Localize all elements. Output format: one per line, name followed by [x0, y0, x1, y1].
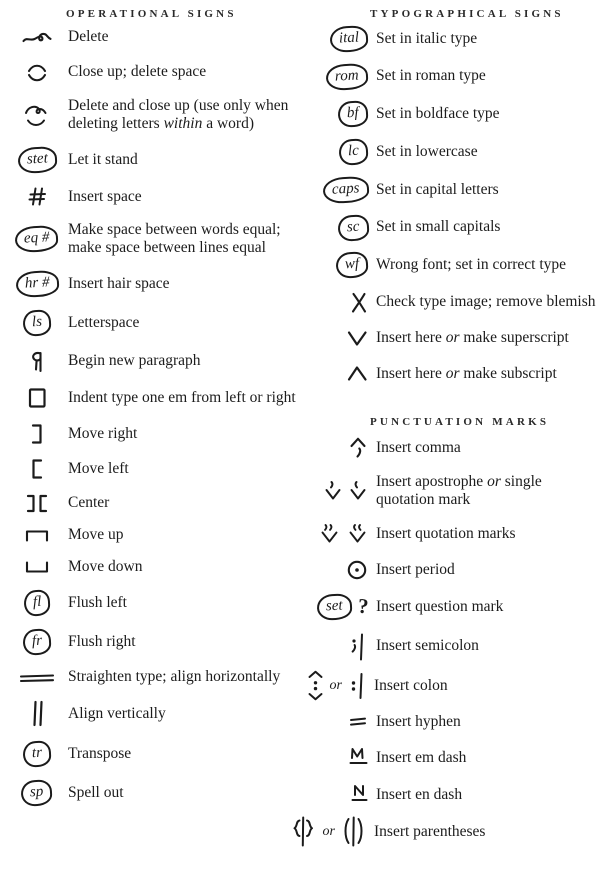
mark-row	[12, 221, 304, 258]
mark-label: Move right	[68, 424, 138, 442]
mark-row	[304, 632, 600, 662]
move-down-bracket-icon	[12, 561, 62, 574]
move-up-bracket-icon	[24, 529, 50, 542]
lc-circled-icon: lc	[339, 138, 369, 165]
insert-space-hash-icon	[27, 186, 47, 207]
sc-circled-icon: sc	[337, 214, 369, 241]
mark-label: Insert quotation marks	[376, 524, 516, 542]
comma-caret-icon	[348, 436, 368, 461]
em-dash-mark-icon	[349, 746, 368, 771]
marks-list	[304, 26, 600, 386]
mark-row	[304, 783, 600, 808]
mark-row	[304, 820, 600, 844]
colon-carets-icon	[307, 670, 324, 701]
mark-label: Set in lowercase	[376, 142, 478, 160]
mark-row	[12, 494, 304, 513]
mark-row	[12, 458, 304, 480]
mark-label: Insert here or make superscript	[376, 328, 569, 346]
delete-close-up-mark-icon	[12, 103, 62, 128]
delete-mark-icon	[22, 26, 52, 48]
mark-label: Insert hair space	[68, 274, 170, 292]
mark-label: Indent type one em from left or right	[68, 389, 296, 407]
caps-circled-icon	[304, 177, 370, 203]
indent-square-icon	[12, 387, 62, 409]
mark-label: Close up; delete space	[68, 63, 207, 81]
x-mark-icon	[350, 291, 368, 314]
ls-circled-icon	[12, 310, 62, 336]
mark-row	[304, 436, 600, 461]
mark-label: Move down	[68, 558, 143, 576]
mark-row	[304, 64, 600, 90]
mark-row	[304, 101, 600, 127]
semicolon-bar-icon	[348, 632, 368, 662]
tr-circled-icon	[12, 741, 62, 767]
mark-row	[304, 252, 600, 278]
superscript-caret-icon	[346, 330, 368, 347]
mark-row	[12, 271, 304, 297]
fr-circled-icon	[12, 629, 62, 655]
move-left-bracket-icon	[12, 458, 62, 480]
brace-bar-icon	[228, 815, 368, 848]
mark-label: Flush left	[68, 593, 127, 611]
mark-row	[304, 674, 600, 698]
mark-label: Set in italic type	[376, 29, 478, 47]
mark-label: Set in roman type	[376, 67, 486, 85]
new-paragraph-mark-icon	[28, 350, 46, 374]
mark-row	[12, 700, 304, 727]
tr-circled-icon: tr	[22, 740, 51, 767]
hr--circled-icon	[12, 271, 62, 297]
mark-row	[12, 558, 304, 576]
delete-mark-icon	[12, 26, 62, 48]
mark-label: Straighten type; align horizontally	[68, 668, 281, 686]
mark-row	[304, 558, 600, 582]
mark-row	[304, 362, 600, 386]
comma-caret-icon	[304, 436, 370, 461]
mark-label: Insert here or make subscript	[376, 364, 557, 382]
mark-row	[304, 746, 600, 771]
mark-label: Insert en dash	[376, 786, 463, 804]
mark-label: Center	[68, 494, 110, 512]
mark-label: Set in capital letters	[376, 180, 499, 198]
eq--circled-icon: eq #	[15, 225, 60, 253]
mark-label: Spell out	[68, 783, 124, 801]
rom-circled-icon: rom	[326, 63, 369, 91]
sp-circled-icon	[12, 780, 62, 806]
mark-label: Insert hyphen	[376, 712, 461, 730]
mark-row	[304, 594, 600, 620]
mark-row	[12, 741, 304, 767]
quotation-carets-icon	[304, 523, 370, 545]
mark-label: Begin new paragraph	[68, 352, 201, 370]
semicolon-bar-icon	[304, 632, 370, 662]
mark-row	[304, 290, 600, 314]
set-circled-icon: set	[316, 593, 352, 621]
mark-row	[304, 473, 600, 510]
period-circle-icon	[346, 559, 368, 581]
colon-carets-icon	[228, 670, 368, 701]
mark-label: Check type image; remove blemish	[376, 292, 596, 310]
mark-row	[12, 629, 304, 655]
mark-label: Make space between words equal; make space between lines equal	[68, 220, 281, 257]
mark-row	[304, 326, 600, 350]
colon-bar-icon	[348, 671, 366, 701]
hyphen-mark-icon	[348, 715, 368, 728]
close-up-mark-icon	[12, 62, 62, 84]
mark-row	[12, 97, 304, 134]
mark-label: Wrong font; set in correct type	[376, 256, 567, 274]
align-horizontal-lines-icon	[12, 672, 62, 684]
mark-label: Insert space	[68, 187, 142, 205]
mark-label: Insert comma	[376, 439, 461, 457]
mark-row	[12, 186, 304, 207]
mark-label: Insert question mark	[376, 597, 504, 615]
delete-close-up-mark-icon	[24, 103, 50, 128]
eq--circled-icon	[12, 226, 62, 252]
mark-row	[12, 590, 304, 616]
mark-row	[304, 215, 600, 241]
mark-row	[12, 526, 304, 544]
mark-label: Insert em dash	[376, 749, 467, 767]
superscript-caret-icon	[304, 330, 370, 347]
mark-row	[304, 26, 600, 52]
sp-circled-icon: sp	[21, 779, 54, 806]
question-mark-glyph: ?	[356, 593, 369, 619]
stet-circled-icon: stet	[17, 146, 57, 174]
center-brackets-icon	[25, 494, 49, 513]
mark-row	[12, 780, 304, 806]
indent-square-icon	[27, 387, 47, 409]
section-header-punctuation-marks: PUNCTUATION MARKS	[370, 416, 550, 428]
close-up-mark-icon	[26, 62, 48, 84]
mark-label: Let it stand	[68, 150, 138, 168]
caps-circled-icon: caps	[322, 176, 369, 204]
subscript-caret-icon	[304, 365, 370, 382]
brace-bar-icon	[290, 815, 317, 848]
or-text: or	[322, 823, 335, 839]
ls-circled-icon: ls	[22, 310, 51, 337]
mark-label: Insert parentheses	[374, 822, 486, 840]
move-right-bracket-icon	[30, 423, 44, 445]
mark-label: Set in boldface type	[376, 105, 500, 123]
paren-bar-icon	[341, 815, 366, 848]
ital-circled-icon	[304, 26, 370, 52]
fr-circled-icon: fr	[22, 628, 51, 655]
mark-row	[12, 147, 304, 173]
typographical-punctuation-column	[304, 0, 600, 877]
stet-circled-icon	[12, 147, 62, 173]
mark-row	[12, 62, 304, 84]
en-dash-mark-icon	[351, 783, 368, 808]
wf-circled-icon: wf	[335, 251, 368, 278]
apostrophe-carets-icon	[324, 480, 368, 502]
quotation-carets-icon	[320, 523, 368, 545]
mark-label: Insert apostrophe or single quotation mark	[376, 473, 542, 509]
em-dash-mark-icon	[304, 746, 370, 771]
period-circle-icon	[304, 559, 370, 581]
mark-row	[304, 710, 600, 734]
mark-label: Letterspace	[68, 314, 140, 332]
bf-circled-icon	[304, 101, 370, 127]
section-header-operational-signs: OPERATIONAL SIGNS	[66, 8, 237, 20]
center-brackets-icon	[12, 494, 62, 513]
mark-label: Insert colon	[374, 676, 448, 694]
mark-row	[304, 177, 600, 203]
set-circled-icon	[304, 594, 370, 620]
sc-circled-icon	[304, 215, 370, 241]
mark-label: Delete	[68, 27, 109, 45]
align-horizontal-lines-icon	[19, 672, 55, 684]
marks-list	[304, 436, 600, 844]
move-right-bracket-icon	[12, 423, 62, 445]
move-down-bracket-icon	[24, 561, 50, 574]
mark-label: Transpose	[68, 744, 132, 762]
or-text: or	[329, 677, 342, 693]
insert-space-hash-icon	[12, 186, 62, 207]
ital-circled-icon: ital	[329, 25, 368, 53]
rom-circled-icon	[304, 64, 370, 90]
mark-label: Flush right	[68, 632, 136, 650]
mark-row	[12, 423, 304, 445]
wf-circled-icon	[304, 252, 370, 278]
new-paragraph-mark-icon	[12, 350, 62, 374]
mark-row	[12, 387, 304, 409]
move-left-bracket-icon	[30, 458, 44, 480]
fl-circled-icon: fl	[23, 589, 51, 616]
x-mark-icon	[304, 291, 370, 314]
mark-label: Insert period	[376, 560, 455, 578]
apostrophe-carets-icon	[304, 480, 370, 502]
subscript-caret-icon	[346, 365, 368, 382]
mark-label: Move left	[68, 460, 129, 478]
mark-row	[304, 139, 600, 165]
mark-row	[12, 26, 304, 48]
lc-circled-icon	[304, 139, 370, 165]
mark-label: Delete and close up (use only when deleting letters within a word)	[68, 97, 289, 133]
mark-label: Move up	[68, 526, 124, 544]
hyphen-mark-icon	[304, 715, 370, 728]
hr--circled-icon: hr #	[15, 270, 59, 298]
bf-circled-icon: bf	[338, 101, 369, 128]
fl-circled-icon	[12, 590, 62, 616]
mark-label: Insert semicolon	[376, 637, 479, 655]
align-vertical-lines-icon	[30, 700, 45, 727]
mark-row	[12, 310, 304, 336]
move-up-bracket-icon	[12, 529, 62, 542]
mark-row	[12, 350, 304, 374]
section-header-typographical-signs: TYPOGRAPHICAL SIGNS	[370, 8, 564, 20]
en-dash-mark-icon	[304, 783, 370, 808]
mark-label: Set in small capitals	[376, 218, 501, 236]
align-vertical-lines-icon	[12, 700, 62, 727]
mark-row	[304, 522, 600, 546]
mark-label: Align vertically	[68, 704, 166, 722]
